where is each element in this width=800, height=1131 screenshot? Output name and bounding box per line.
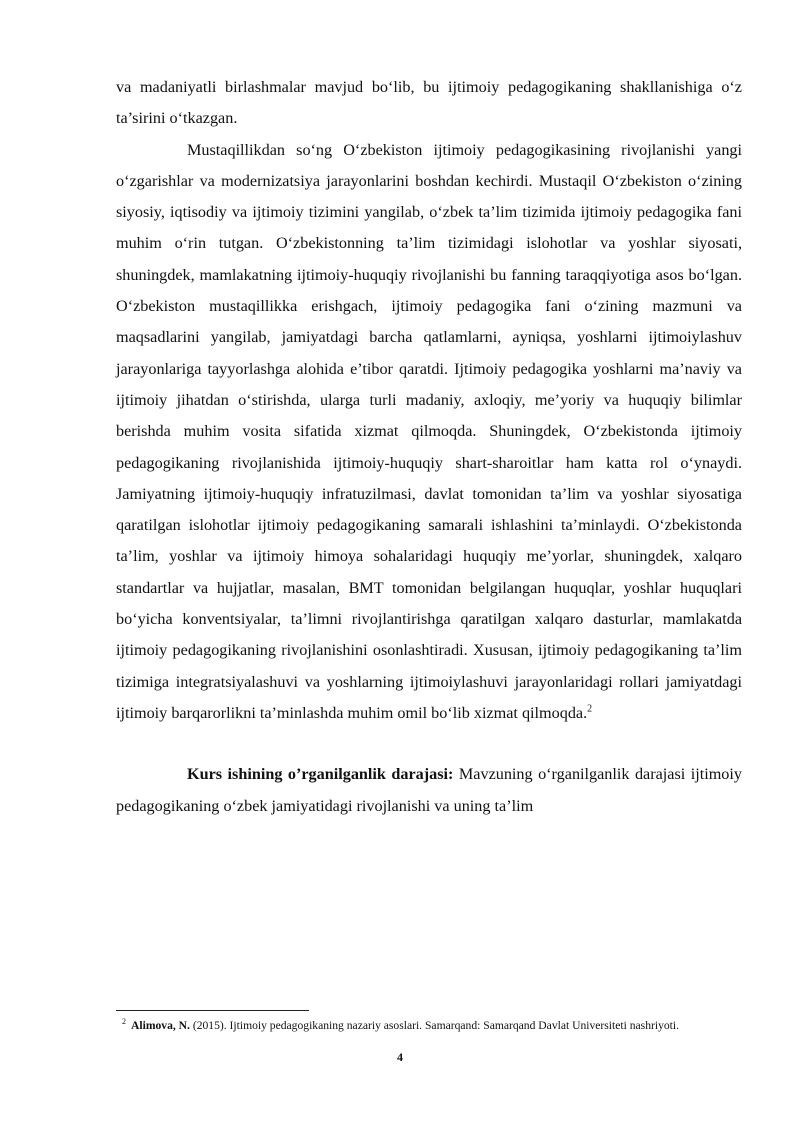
page-number: 4: [397, 1050, 403, 1064]
body-text: [116, 72, 742, 822]
paragraph-study-level-text: Mavzuning o‘rganilganlik darajasi ijtimoiy pedagogikaning o‘zbek jamiyatidagi rivojlanishi va uning ta’lim: [116, 765, 742, 815]
footnote-divider: [116, 1010, 309, 1011]
footnote-author: Alimova, N.: [131, 1019, 190, 1032]
paragraph-gap: [116, 729, 742, 759]
footnote-text: (2015). Ijtimoiy pedagogikaning nazariy asoslari. Samarqand: Samarqand Davlat Universiteti nashriyoti.: [189, 1019, 680, 1032]
paragraph-continuation: va madaniyatli birlashmalar mavjud bo‘lib, bu ijtimoiy pedagogikaning shakllanishiga o‘z ta’sirini o‘tkazgan.: [116, 78, 742, 128]
paragraph-study-level: [116, 759, 742, 822]
footnote-reference[interactable]: 2: [587, 703, 593, 715]
section-heading: Kurs ishining o’rganilganlik darajasi:: [187, 765, 454, 784]
footnote-number: 2: [122, 1017, 126, 1027]
paragraph-independence: [116, 135, 742, 730]
footnote: [122, 1018, 742, 1034]
paragraph-independence-text: Mustaqillikdan so‘ng O‘zbekiston ijtimoiy pedagogikasining rivojlanishi yangi o‘zgarishlar va modernizatsiya jarayonlarini boshdan kechirdi. Mustaqil O‘zbekiston o‘zining siyosiy, iqtisodiy va ijtimoiy tizimini yangilab, o‘zbek ta’lim tizimida ijtimoiy pedagogika fani muhim o‘rin tutgan. O‘zbekistonning ta’lim tizimidagi islohotlar va yoshlar siyosati, shuningdek, mamlakatning ijtimoiy-huquqiy rivojlanishi bu fanning taraqqiyotiga asos bo‘lgan. O‘zbekiston mustaqillikka erishgach, ijtimoiy pedagogika fani o‘zining mazmuni va maqsadlarini yangilab, jamiyatdagi barcha qatlamlarni, ayniqsa, yoshlarni ijtimoiylashuv jarayonlariga tayyorlashga alohida e’tibor qaratdi. Ijtimoiy pedagogika yoshlarni ma’naviy va ijtimoiy jihatdan o‘stirishda, ularga turli madaniy, axloqiy, me’yoriy va huquqiy bilimlar berishda muhim vosita sifatida xizmat qilmoqda. Shuningdek, O‘zbekistonda ijtimoiy pedagogikaning rivojlanishida ijtimoiy-huquqiy shart-sharoitlar ham katta rol o‘ynaydi. Jamiyatning ijtimoiy-huquqiy infratuzilmasi, davlat tomonidan ta’lim va yoshlar siyosatiga qaratilgan islohotlar ijtimoiy pedagogikaning samarali ishlashini ta’minlaydi. O‘zbekistonda ta’lim, yoshlar va ijtimoiy himoya sohalaridagi huquqiy me’yorlar, shuningdek, xalqaro standartlar va hujjatlar, masalan, BMT tomonidan belgilangan huquqlar, yoshlar huquqlari bo‘yicha konventsiyalar, ta’limni rivojlantirishga qaratilgan xalqaro dasturlar, mamlakatda ijtimoiy pedagogikaning rivojlanishini osonlashtiradi. Xususan, ijtimoiy pedagogikaning ta’lim tizimiga integratsiyalashuvi va yoshlarning ijtimoiylashuvi jarayonlaridagi rollari jamiyatdagi ijtimoiy barqarorlikni ta’minlashda muhim omil bo‘lib xizmat qilmoqda.: [116, 140, 742, 722]
